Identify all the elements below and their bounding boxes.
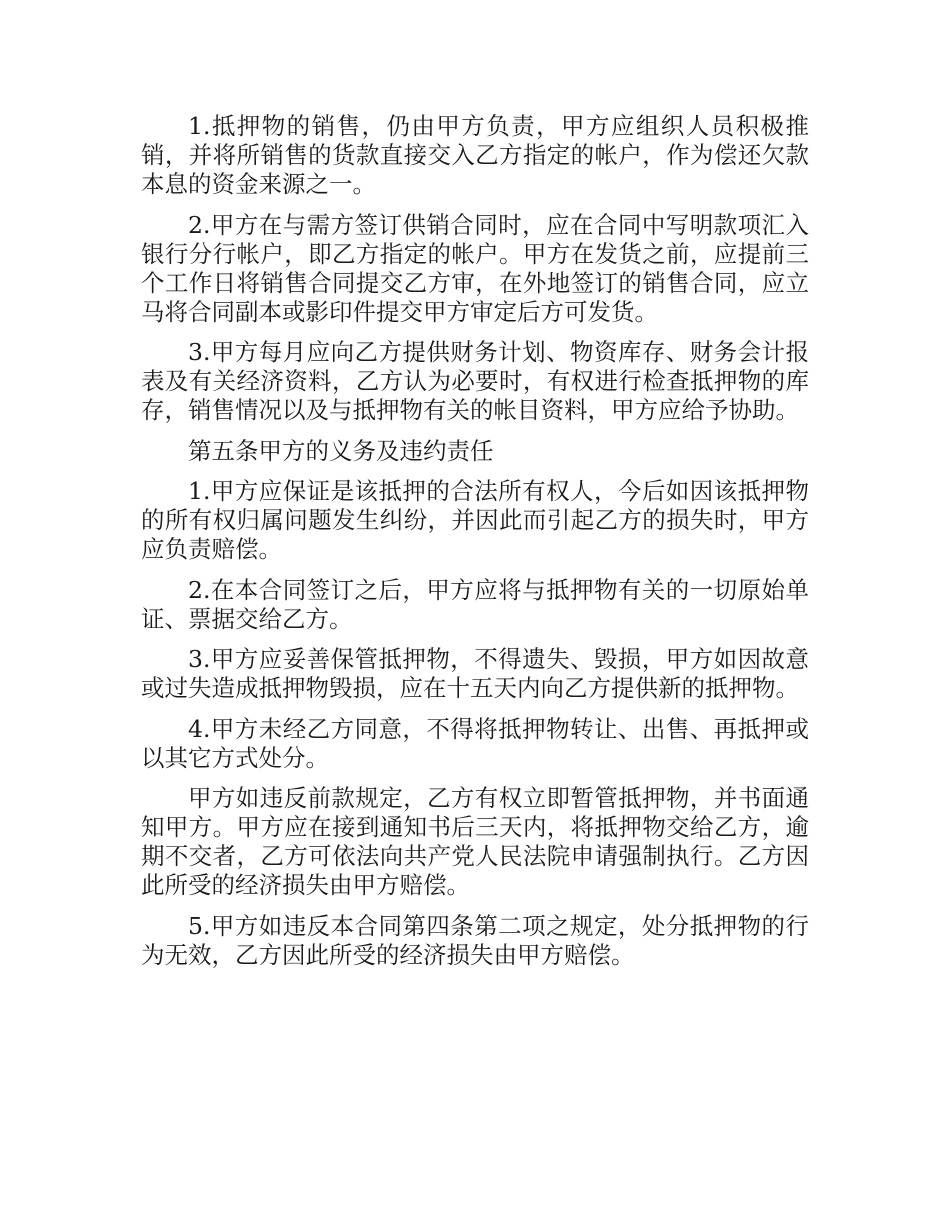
section-heading-article-5: 第五条甲方的义务及违约责任 xyxy=(188,436,494,465)
paragraph-sales-responsibility: 1.抵押物的销售，仍由甲方负责，甲方应组织人员积极推销，并将所销售的货款直接交入乙方指定的帐户，作为偿还欠款本息的资金来源之一。 xyxy=(141,112,809,198)
paragraph-no-transfer: 4.甲方未经乙方同意，不得将抵押物转让、出售、再抵押或以其它方式处分。 xyxy=(141,714,809,772)
paragraph-invalid-disposal: 5.甲方如违反本合同第四条第二项之规定，处分抵押物的行为无效，乙方因此所受的经济损失由甲方赔偿。 xyxy=(141,911,809,969)
paragraph-original-documents: 2.在本合同签订之后，甲方应将与抵押物有关的一切原始单证、票据交给乙方。 xyxy=(141,575,809,633)
paragraph-safekeeping: 3.甲方应妥善保管抵押物，不得遗失、毁损，甲方如因故意或过失造成抵押物毁损，应在十五天内向乙方提供新的抵押物。 xyxy=(141,645,809,702)
paragraph-monthly-report: 3.甲方每月应向乙方提供财务计划、物资库存、财务会计报表及有关经济资料，乙方认为必要时，有权进行检查抵押物的库存，销售情况以及与抵押物有关的帐目资料，甲方应给予协助。 xyxy=(141,338,809,424)
paragraph-violation-custody: 甲方如违反前款规定，乙方有权立即暂管抵押物，并书面通知甲方。甲方应在接到通知书后三天内，将抵押物交给乙方，逾期不交者，乙方可依法向共产党人民法院申请强制执行。乙方因此所受的经济损失由甲方赔偿。 xyxy=(141,784,809,899)
paragraph-sales-contract: 2.甲方在与需方签订供销合同时，应在合同中写明款项汇入银行分行帐户，即乙方指定的帐户。甲方在发货之前，应提前三个工作日将销售合同提交乙方审，在外地签订的销售合同，应立马将合同副本或影印件提交甲方审定后方可发货。 xyxy=(141,210,809,326)
paragraph-ownership-guarantee: 1.甲方应保证是该抵押的合法所有权人，今后如因该抵押物的所有权归属问题发生纠纷，并因此而引起乙方的损失时，甲方应负责赔偿。 xyxy=(141,477,809,563)
document-body xyxy=(141,112,809,981)
